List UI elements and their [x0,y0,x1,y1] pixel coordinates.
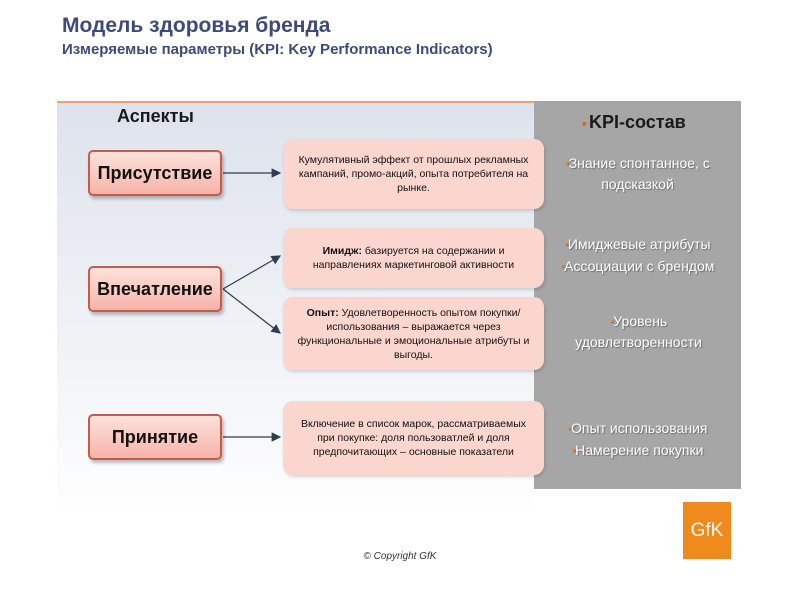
kpi-purchase-intent-text: Намерение покупки [575,442,704,458]
kpi-image-attributes-text: Имиджевые атрибуты [567,236,711,252]
aspect-acceptance: Принятие [88,414,222,460]
desc-image-bold: Имидж: [322,245,362,257]
desc-experience [283,297,544,370]
bullet-icon: ▪ [567,423,572,434]
aspect-impression: Впечатление [88,266,222,312]
bullet-icon: ▪ [571,445,576,456]
bullet-icon: ▪ [582,115,587,131]
kpi-awareness-text: Знание спонтанное, с подсказкой [568,155,710,192]
kpi-usage-experience [540,418,735,439]
aspects-heading: Аспекты [117,106,194,126]
bullet-icon: ▪ [565,158,569,169]
page-title: Модель здоровья бренда [62,14,331,37]
kpi-satisfaction-text: Уровень удовлетворенности [575,313,702,350]
desc-acceptance-text: Включение в список марок, рассматриваемых при покупке: доля пользоватлей и доля предпочитающих – основные показатели [300,418,527,458]
kpi-purchase-intent [540,440,735,461]
kpi-heading-label: KPI-состав [588,112,686,132]
desc-acceptance [283,401,544,475]
gfk-logo: GfK [683,502,731,559]
desc-presence [283,139,544,209]
desc-image [283,228,544,288]
arrow-impression-image [223,256,280,289]
bullet-icon: ▪ [560,261,565,272]
copyright-text: © Copyright GfK [363,551,437,562]
kpi-awareness [540,153,735,195]
page-subtitle: Измеряемые параметры (KPI: Key Performance Indicators) [62,41,493,58]
kpi-satisfaction [566,311,711,353]
kpi-brand-associations [540,256,735,277]
desc-image-text: базируется на содержании и направлениях маркетинговой активности [312,245,515,271]
kpi-heading [582,112,686,133]
bullet-icon: ▪ [564,239,568,250]
kpi-brand-associations-text: Ассоциации с брендом [564,258,715,274]
bullet-icon: ▪ [609,316,614,327]
desc-experience-bold: Опыт: [306,306,339,319]
arrow-impression-experience [223,289,280,333]
aspect-presence: Присутствие [88,150,222,196]
kpi-image-attributes [540,234,735,255]
kpi-usage-experience-text: Опыт использования [571,420,708,436]
desc-presence-text: Кумулятивный эффект от прошлых рекламных кампаний, промо-акций, опыта потребителя на рынке. [298,154,529,194]
desc-experience-text: Удовлетворенность опытом покупки/использования – выражается через функциональные и эмоциональные атрибуты и выгоды. [297,306,530,361]
